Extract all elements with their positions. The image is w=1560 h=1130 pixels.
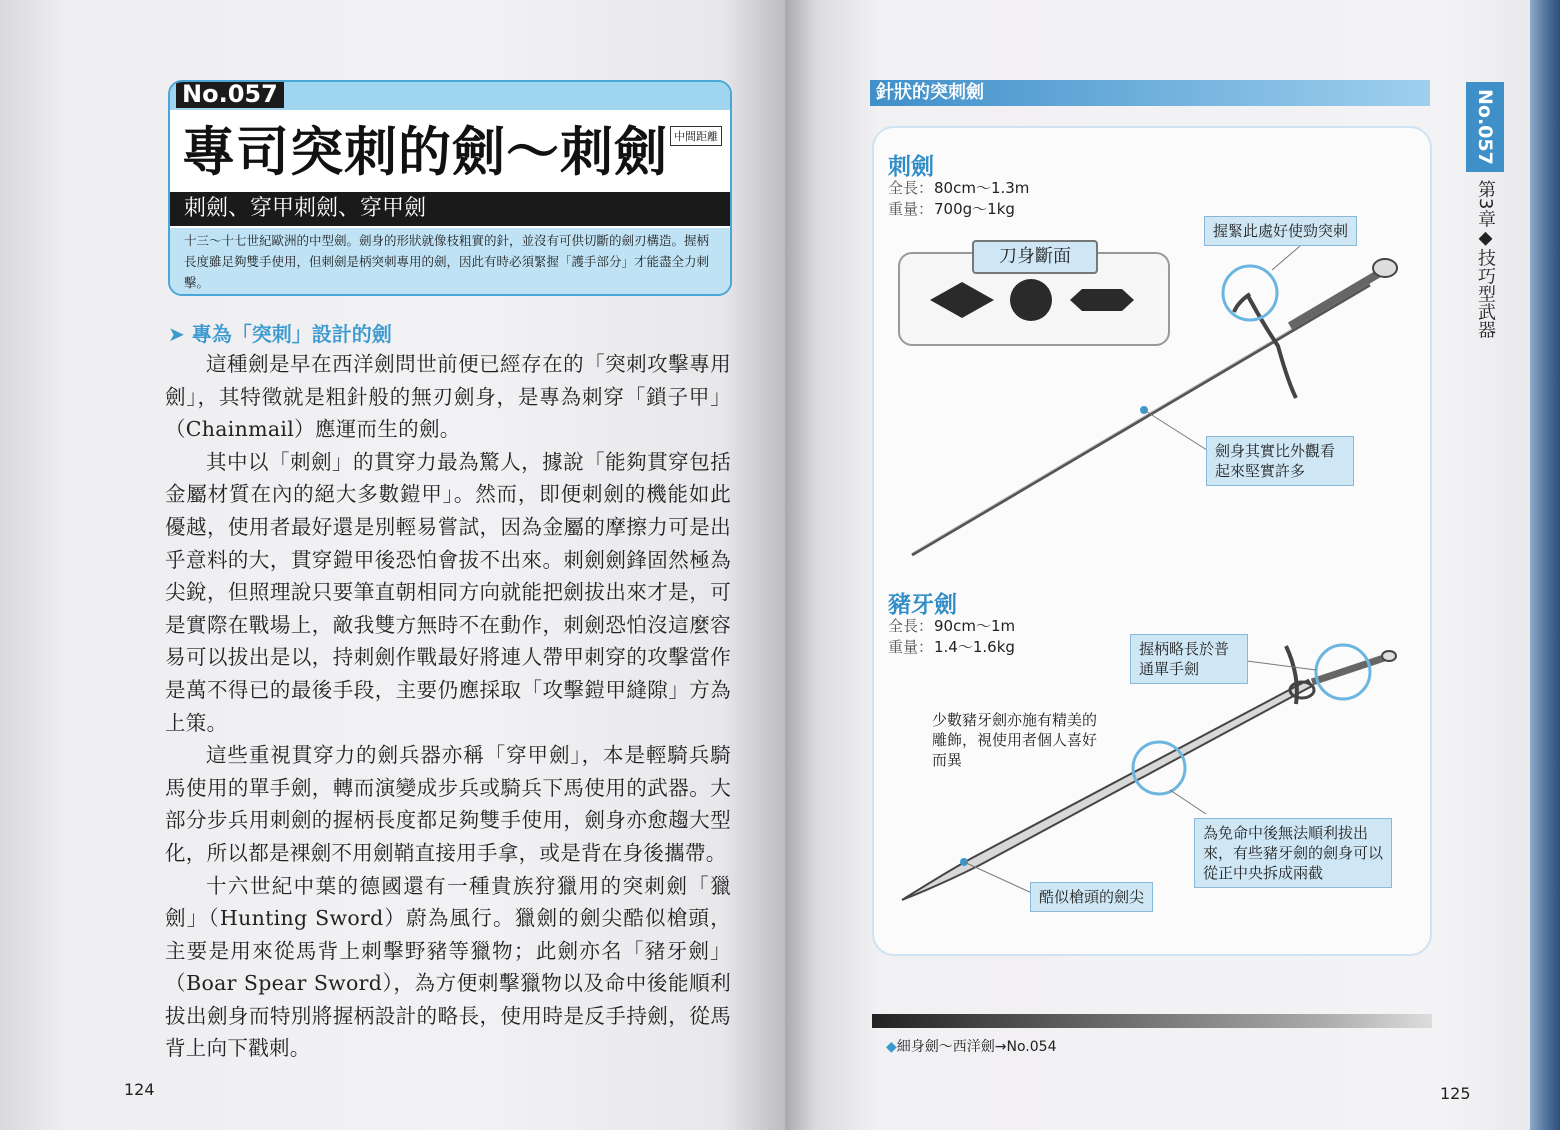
sword1-length: 80cm～1.3m [934,179,1030,197]
page-number-right: 125 [1440,1084,1471,1103]
related-link [886,1036,1056,1056]
weight-label: 重量： [888,638,934,656]
paragraph: 這種劍是早在西洋劍問世前便已經存在的「突刺攻擊專用劍」，其特徵就是粗針般的無刃劍身，是專為刺穿「鎖子甲」（Chainmail）應運而生的劍。 [165,352,731,442]
diamond-section-icon [930,282,994,318]
length-label: 全長： [888,179,934,197]
related-bar [872,1014,1432,1028]
weight-label: 重量： [888,200,934,218]
callout-detachable-blade: 為免命中後無法順利拔出來，有些豬牙劍的劍身可以從正中央拆成兩截 [1194,818,1392,888]
page-number-left: 124 [124,1080,155,1099]
callout-grip-here: 握緊此處好使勁突刺 [1204,216,1357,246]
estoc-drawing-icon [912,246,1397,555]
cross-section-title: 刀身斷面 [972,240,1098,274]
sword2-weight: 1.4～1.6kg [934,638,1015,656]
entry-number: No.057 [176,80,284,108]
callout-spear-tip: 酷似槍頭的劍尖 [1030,882,1153,912]
related-text: 細身劍～西洋劍→No.054 [896,1039,1057,1055]
sword1-name: 刺劍 [888,154,934,180]
alternate-names: 刺劍、穿甲刺劍、穿甲劍 [170,192,730,226]
entry-summary: 十三～十七世紀歐洲的中型劍。劍身的形狀就像枝粗實的針，並沒有可供切斷的劍刃構造。握柄長度雖足夠雙手使用，但刺劍是柄突刺專用的劍，因此有時必須緊握「護手部分」才能盡全力刺擊。 [170,228,730,294]
paragraph: 十六世紀中葉的德國還有一種貴族狩獵用的突刺劍「獵劍」（Hunting Sword）蔚為風行。獵劍的劍尖酷似槍頭，主要是用來從馬背上刺擊野豬等獵物；此劍亦名「豬牙劍」（Boar Spear Sword），為方便刺擊獵物以及命中後能順利拔出劍身而特別將握柄設計的略長，使用時是反手持劍，從馬背上向下戳刺。 [165,873,731,1061]
hexagon-section-icon [1070,289,1134,311]
sword2-length: 90cm～1m [934,617,1016,635]
range-tag: 中間距離 [670,126,722,146]
figure-tag: 針狀的突刺劍 [870,80,1430,106]
sword1-weight: 700g～1kg [934,200,1015,218]
callout-grip-longer: 握柄略長於普通單手劍 [1130,634,1248,684]
callout-blade-strong: 劍身其實比外觀看起來堅實許多 [1206,436,1354,486]
sword2-name: 豬牙劍 [888,592,957,618]
side-tab-chapter: 第3章◆技巧型武器 [1475,180,1496,339]
bullet-icon: ◆ [886,1039,897,1055]
section-heading: ➤ 專為「突刺」設計的劍 [168,322,392,346]
paragraph: 這些重視貫穿力的劍兵器亦稱「穿甲劍」，本是輕騎兵騎馬使用的單手劍，轉而演變成步兵或騎兵下馬使用的武器。大部分步兵用刺劍的握柄長度都足夠雙手使用，劍身亦愈趨大型化，所以都是裸劍不用劍鞘直接用手拿，或是背在身後攜帶。 [165,743,731,865]
length-label: 全長： [888,617,934,635]
entry-title: 專司突刺的劍～刺劍 [182,122,668,183]
round-section-icon [1010,279,1052,321]
side-tab-number: No.057 [1466,82,1504,172]
note-decoration: 少數豬牙劍亦施有精美的雕飾，視使用者個人喜好而異 [932,711,1098,769]
paragraph: 其中以「刺劍」的貫穿力最為驚人，據說「能夠貫穿包括金屬材質在內的絕大多數鎧甲」。然而，即便刺劍的機能如此優越，使用者最好還是別輕易嘗試，因為金屬的摩擦力可是出乎意料的大，貫穿鎧甲後恐怕會拔不出來。刺劍劍鋒固然極為尖銳，但照理說只要筆直朝相同方向就能把劍拔出來才是，可是實際在戰場上，敵我雙方無時不在動作，刺劍恐怕沒這麼容易可以拔出是以，持刺劍作戰最好將連人帶甲刺穿的攻擊當作是萬不得已的最後手段，主要仍應採取「攻擊鎧甲縫隙」方為上策。 [165,449,731,735]
